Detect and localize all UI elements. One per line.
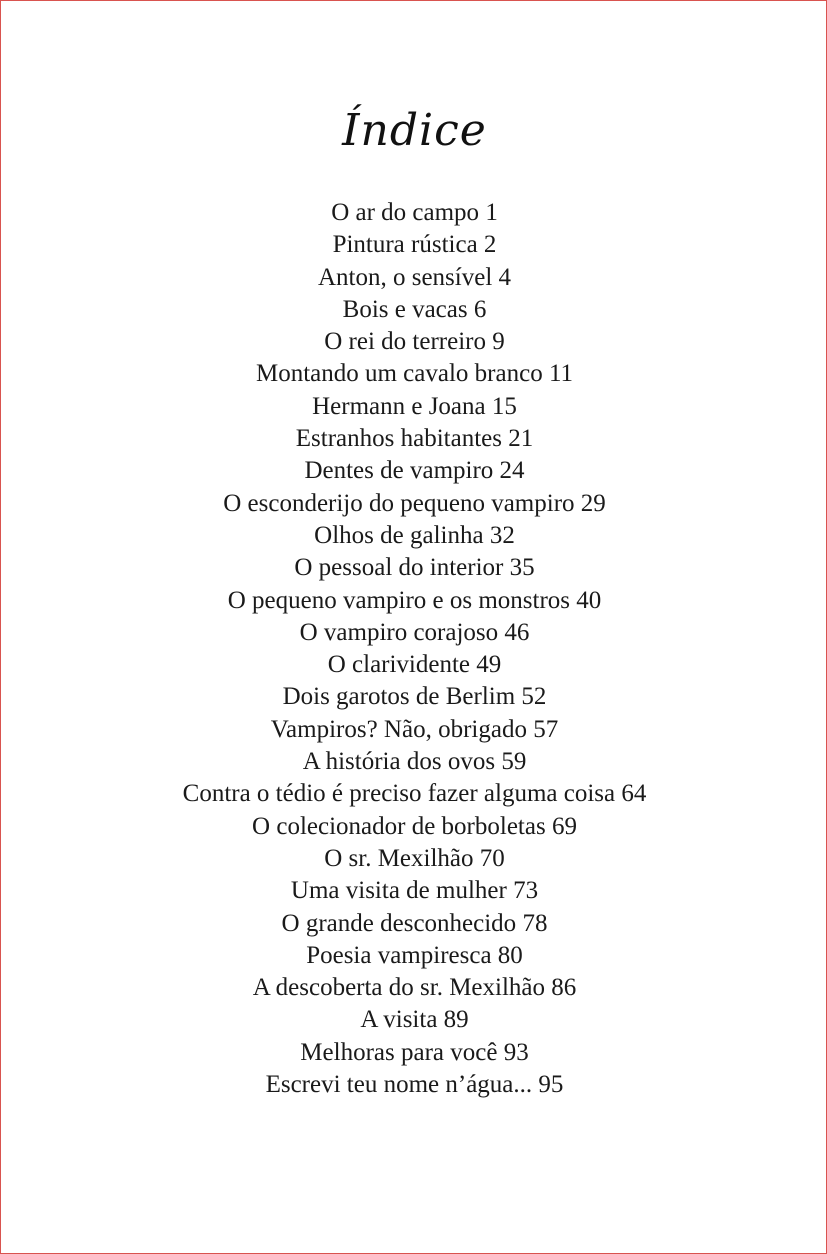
chapter-title: O ar do campo — [331, 199, 480, 226]
toc-entry — [1, 229, 827, 261]
page-number: 70 — [479, 844, 505, 872]
chapter-title: A história dos ovos — [302, 748, 496, 776]
page-title: Índice — [342, 105, 487, 156]
chapter-title: Uma visita de mulher — [290, 877, 507, 905]
chapter-title: O colecionador de borboletas — [252, 812, 546, 840]
chapter-title: Melhoras para você — [300, 1038, 498, 1066]
page-number: 4 — [498, 263, 512, 291]
toc-entry — [1, 1069, 827, 1101]
chapter-title: Dentes de vampiro — [304, 457, 494, 485]
chapter-title: O clarividente — [327, 651, 471, 679]
toc-entry — [1, 294, 827, 326]
chapter-title: Pintura rústica — [332, 231, 478, 259]
toc-entry — [1, 391, 827, 423]
page-number: 49 — [476, 651, 502, 679]
page-number: 95 — [538, 1071, 564, 1099]
chapter-title: A descoberta do sr. Mexilhão — [252, 974, 546, 1002]
toc-entry — [1, 455, 827, 487]
page-number: 59 — [501, 748, 527, 776]
chapter-title: O sr. Mexilhão — [324, 844, 474, 872]
toc-entry — [1, 778, 827, 810]
page-number: 80 — [497, 941, 523, 969]
page-number: 40 — [576, 586, 602, 614]
chapter-title: O rei do terreiro — [324, 328, 486, 356]
page-number: 6 — [473, 295, 487, 323]
toc-entry — [1, 1004, 827, 1036]
page-number: 73 — [513, 877, 539, 905]
toc-entry — [1, 843, 827, 875]
chapter-title: Anton, o sensível — [317, 263, 493, 291]
page-number: 46 — [504, 618, 530, 646]
chapter-title: A visita — [360, 1006, 438, 1034]
page-number: 15 — [491, 392, 517, 420]
toc-entry — [1, 746, 827, 778]
page-number: 57 — [533, 715, 559, 743]
chapter-title: Contra o tédio é preciso fazer alguma coisa — [182, 780, 616, 808]
toc-entry — [1, 262, 827, 294]
chapter-title: O grande desconhecido — [281, 909, 517, 937]
page-number: 89 — [443, 1006, 469, 1034]
page-number: 69 — [551, 812, 577, 840]
toc-entry — [1, 197, 827, 229]
chapter-title: O esconderijo do pequeno vampiro — [223, 489, 575, 517]
page-number: 1 — [485, 199, 498, 226]
chapter-title: Vampiros? Não, obrigado — [270, 715, 527, 743]
page-number: 93 — [503, 1038, 529, 1066]
toc-entry — [1, 908, 827, 940]
toc-entry — [1, 358, 827, 390]
toc-entry — [1, 940, 827, 972]
toc-entry — [1, 811, 827, 843]
page-number: 24 — [499, 457, 525, 485]
chapter-title: Dois garotos de Berlim — [282, 683, 516, 711]
toc-entry — [1, 423, 827, 455]
toc-entry — [1, 972, 827, 1004]
chapter-title: Olhos de galinha — [314, 521, 484, 549]
toc-entry — [1, 326, 827, 358]
chapter-title: Estranhos habitantes — [295, 425, 502, 453]
page-number: 86 — [551, 974, 577, 1002]
page-number: 64 — [621, 780, 647, 808]
chapter-title: Escrevi teu nome n’água... — [265, 1071, 533, 1099]
toc-entry — [1, 1037, 827, 1069]
table-of-contents — [1, 197, 827, 1101]
page-number: 78 — [522, 909, 548, 937]
toc-entry — [1, 520, 827, 552]
toc-entry — [1, 617, 827, 649]
toc-entry — [1, 488, 827, 520]
page-number: 52 — [521, 683, 547, 711]
chapter-title: O pessoal do interior — [294, 554, 504, 582]
page-number: 9 — [492, 328, 505, 356]
toc-entry — [1, 681, 827, 713]
chapter-title: Bois e vacas — [342, 295, 468, 323]
toc-entry — [1, 585, 827, 617]
page-number: 29 — [580, 489, 606, 517]
toc-entry — [1, 875, 827, 907]
chapter-title: Montando um cavalo branco — [255, 360, 543, 388]
page-number: 35 — [509, 554, 535, 582]
chapter-title: O pequeno vampiro e os monstros — [227, 586, 571, 614]
page-number: 11 — [548, 360, 574, 388]
chapter-title: O vampiro corajoso — [299, 618, 499, 646]
toc-entry — [1, 649, 827, 681]
toc-entry — [1, 714, 827, 746]
chapter-title: Poesia vampiresca — [306, 941, 492, 969]
page-number: 2 — [483, 231, 497, 259]
page-number: 21 — [508, 425, 534, 453]
toc-entry — [1, 552, 827, 584]
page-number: 32 — [489, 521, 515, 549]
chapter-title: Hermann e Joana — [312, 392, 486, 420]
